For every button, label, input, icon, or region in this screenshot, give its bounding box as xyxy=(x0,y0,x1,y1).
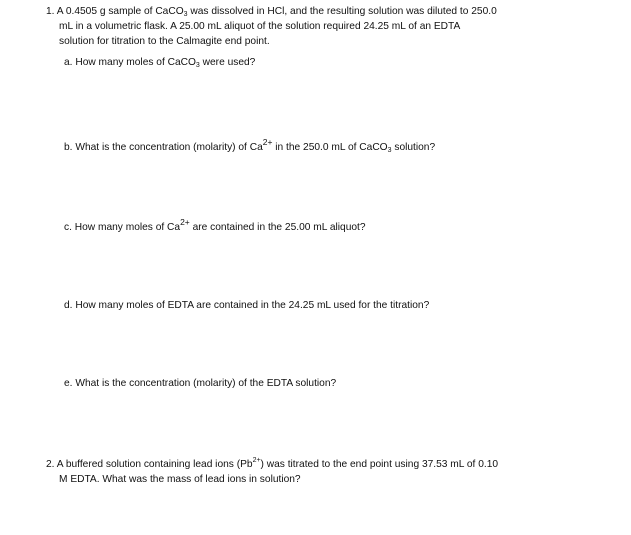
question-2-line-1 xyxy=(46,457,606,472)
question-1d-label: d. xyxy=(64,300,73,311)
question-1b xyxy=(64,137,436,155)
question-1b-label: b. xyxy=(64,142,73,153)
question-1c-label: c. xyxy=(64,222,72,233)
question-1-text-part-1: A 0.4505 g sample of CaCO xyxy=(56,6,184,17)
question-1d xyxy=(64,298,429,313)
question-1b-subscript: 3 xyxy=(387,147,392,154)
question-1-subscript: 3 xyxy=(183,11,188,18)
question-1a-text-2: were used? xyxy=(199,57,256,68)
question-1b-text-2: in the 250.0 mL of CaCO xyxy=(272,142,388,153)
question-1c-text-1: How many moles of Ca xyxy=(71,222,181,233)
question-2-text-part-1: A buffered solution containing lead ions (Pb xyxy=(56,459,253,470)
question-2-text-part-2: ) was titrated to the end point using 37.53 mL of 0.10 xyxy=(260,459,499,470)
question-1b-text-1: What is the concentration (molarity) of Ca xyxy=(72,142,263,153)
question-1-line-2: mL in a volumetric flask. A 25.00 mL aliquot of the solution required 24.25 mL of an EDTA xyxy=(59,21,461,32)
question-1c-superscript: 2+ xyxy=(180,217,190,227)
question-1a-subscript: 3 xyxy=(195,62,200,69)
question-1e xyxy=(64,376,336,391)
question-1e-text: What is the concentration (molarity) of the EDTA solution? xyxy=(72,378,337,389)
question-1a-label: a. xyxy=(64,57,73,68)
question-1a-text-1: How many moles of CaCO xyxy=(72,57,196,68)
question-1-text-part-2: was dissolved in HCl, and the resulting solution was diluted to 250.0 xyxy=(187,6,497,17)
question-1b-superscript: 2+ xyxy=(262,137,273,147)
question-2-superscript: 2+ xyxy=(252,457,261,464)
question-1 xyxy=(46,4,606,49)
question-1-line-1 xyxy=(46,4,606,19)
question-2 xyxy=(46,457,606,487)
question-2-number: 2. xyxy=(46,459,55,470)
question-1-number: 1. xyxy=(46,6,55,17)
question-1e-label: e. xyxy=(64,378,73,389)
question-1-line-3: solution for titration to the Calmagite end point. xyxy=(59,36,270,47)
question-1c-text-2: are contained in the 25.00 mL aliquot? xyxy=(189,222,366,233)
question-1a xyxy=(64,55,255,70)
question-2-line-2: M EDTA. What was the mass of lead ions in solution? xyxy=(59,474,301,485)
question-1d-text: How many moles of EDTA are contained in the 24.25 mL used for the titration? xyxy=(72,300,430,311)
question-1c xyxy=(64,217,366,235)
question-1b-text-3: solution? xyxy=(391,142,436,153)
